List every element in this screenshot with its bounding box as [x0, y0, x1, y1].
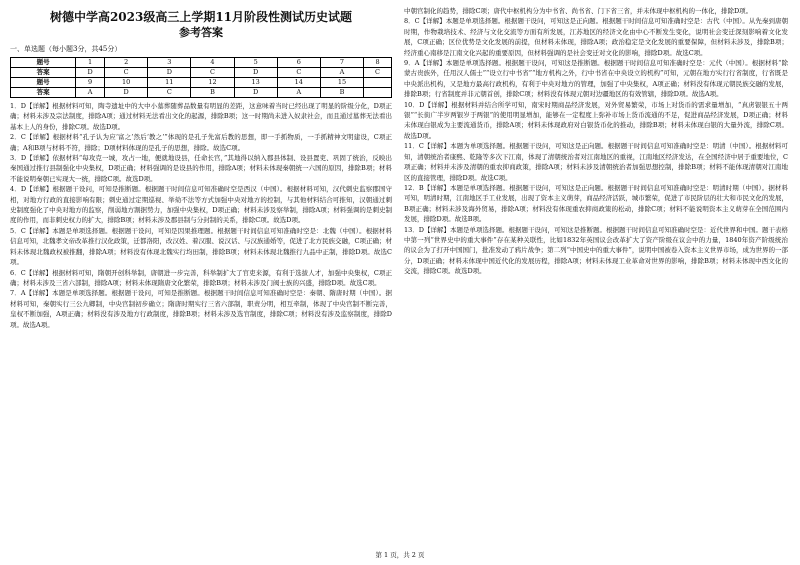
answer-explanation: 8．C【详解】本题是单项选择题。根据题干设问，可知这是正向题。根据题干时间信息可知准确时空是：古代（中国）。从先秦到唐朝时期，作物栽培技术、经济与文化交流等方面有所发展，江苏地区的经济文化由中心不断发生变化，说明社会变迁深刻影响着文化发展，C项正确；区位优势是文化发展的前提，但材料未体现，排除A项；政治稳定是文化发展的重要保障，但材料未涉及，排除B项；经济重心南移是江南文化兴起的重要原因，但材料强调的是社会变迁对文化的影响，排除D项。故选C项。 — [404, 17, 788, 57]
answer-cell: D — [234, 88, 277, 98]
answer-explanation: 中朝官制化的趋势，排除C项；唐代中枢机构分为中书省、尚书省、门下省三省，并未体现中枢机构的一体化，排除D项。 — [404, 7, 753, 15]
question-number: 4 — [191, 58, 234, 68]
answer-explanation: 4．D【详解】根据题干设问，可知是推断题。根据题干时间信息可知准确时空是西汉（中国）。根据材料可知，汉代刺史监察郡国守相，对地方行政的直接影响有限；刺史通过定期巡视、举劾不法等方式加强中央对地方的控制，与其他材料结合可推知，汉朝通过刺史制度强化了中央对地方的监察，削弱地方割据势力，加强中央集权，D项正确；材料未涉及察举制，排除A项；材料强调的是刺史制度的作用，而非刺史权力的扩大，排除B项；材料未涉及郡县制与分封制的关系，排除C项。故选D项。 — [10, 185, 392, 225]
answer-explanation: 12．B【详解】本题是单项选择题。根据题干设问，可知这是正向题。根据题干时间信息可知准确时空是：明清时期（中国）。据材料可知，明清时期，江南地区手工业发展，出现了资本主义萌芽，商品经济活跃，城市繁荣，促进了市民阶层的壮大和市民文化的发展，B项正确；材料未涉及海外贸易，排除A项；材料没有体现重农抑商政策的松动，排除C项；材料不能说明资本主义萌芽在全国范围内发展，排除D项。故选B项。 — [404, 183, 788, 224]
question-number: 5 — [234, 58, 277, 68]
answer-explanation: 2．C【详解】根据材料“孔子认为应‘富之’然后‘教之’”体现的是孔子先富后教的思想，即一手抓物质，一手抓精神文明建设，C项正确；A和B项与材料不符，排除；D项材料体现的是孔子的思想，排除。故选C项。 — [10, 133, 392, 152]
answer-cell: B — [320, 88, 363, 98]
question-number: 3 — [148, 58, 191, 68]
answer-table — [10, 57, 392, 98]
answer-cell: C — [191, 68, 234, 78]
question-number-row — [11, 58, 392, 68]
section-heading: 一、单选题（每小题3分，共45分） — [10, 45, 122, 53]
question-number: 13 — [234, 78, 277, 88]
answer-cell: C — [148, 88, 191, 98]
question-number: 6 — [277, 58, 320, 68]
question-number: 10 — [105, 78, 148, 88]
question-number: 9 — [76, 78, 105, 88]
question-number: 12 — [191, 78, 234, 88]
answer-explanation: 1．D【详解】根据材料可知，陶寺遗址中的大中小墓葬随葬品数量有明显的差距，这意味着当时已经出现了明显的阶级分化，D项正确；材料未涉及宗法制度，排除A项；通过材料无法看出文化的起源，排除B项；这一时期尚未进入奴隶社会，而且通过墓葬无法看出基本上人的身份，排除C项。故选D项。 — [10, 102, 392, 131]
answer-cell: A — [76, 88, 105, 98]
answer-explanation: 7．A【详解】本题是单项选择题。根据题干设问，可知是推断题。根据题干时间信息可知准确时空是：秦朝、隋唐时期（中国）。据材料可知，秦朝实行三公九卿制，中央官制初步确立；隋唐时期实行三省六部制，职责分明，相互牵制，体现了中央官制不断完善，皇权不断加强，A项正确；材料没有涉及地方行政制度，排除B项；材料未涉及选官制度，排除C项；材料没有涉及监察制度，排除D项。故选A项。 — [10, 289, 392, 329]
answer-cell: C — [277, 68, 320, 78]
answer-explanation: 10．D【详解】根据材料并结合所学可知，南宋时期商品经济发展，对外贸易繁荣，市场上对货币的需求量增加，“真虏银银五十两银”“长街广半岁两银岁于两银”的使用明显增加，能够在一定程度上弥补市场上货币流通的不足，促进商品经济发展，D项正确；材料未体现白银成为主要流通货币，排除A项；材料未体现政府对白银货币化的推动，排除B项；材料未体现白银的大量外流，排除C项。故选D项。 — [404, 100, 788, 140]
document-title: 树德中学高2023级高三上学期11月阶段性测试历史试题 — [49, 10, 353, 24]
question-number: 14 — [277, 78, 320, 88]
answer-cell: D — [234, 68, 277, 78]
question-number: 7 — [320, 58, 363, 68]
answer-row — [11, 68, 392, 78]
answer-cell: D — [76, 68, 105, 78]
answer-cell: A — [277, 88, 320, 98]
question-number: 2 — [105, 58, 148, 68]
row-label: 答案 — [11, 68, 76, 78]
answer-explanation: 3．D【详解】依据材料“每攻克一城，攻占一地，便就地设县，任命长官，”其地得以纳入郡县体制、设县置吏、巩固了统治，反映出秦国通过推行县制强化中央集权，D项正确；材料强调的是设县的作用，排除A项；材料未体现秦朝统一六国的原因，排除B项；材料不能说明秦朝已实现大一统，排除C项。故选D项。 — [10, 154, 392, 183]
question-number: 1 — [76, 58, 105, 68]
answer-cell: B — [191, 88, 234, 98]
answer-cell: D — [148, 68, 191, 78]
answer-explanation: 6．C【详解】根据材料可知，隋朝开创科举制，唐朝进一步完善，科举制扩大了官吏来源，有利于选拔人才，加强中央集权，C项正确；材料未涉及三省六部制，排除A项；材料未体现隋唐文化繁荣，排除B项；材料未涉及门阀士族的兴盛，排除D项。故选C项。 — [10, 268, 392, 287]
page-footer: 第 1 页，共 2 页 — [375, 551, 425, 559]
document-subtitle: 参考答案 — [179, 26, 223, 39]
answer-cell: C — [364, 68, 392, 78]
answer-cell — [364, 88, 392, 98]
answer-cell: C — [105, 68, 148, 78]
left-column — [10, 6, 392, 330]
question-number-row — [11, 78, 392, 88]
row-label: 答案 — [11, 88, 76, 98]
answer-row — [11, 88, 392, 98]
answer-explanation: 11．C【详解】本题为单项选择题。根据题干设问，可知这是正向题。根据题干时间信息可知准确时空是：明清（中国）。根据材料可知，清朝统治者康熙、乾隆等多次下江南，体现了清朝统治者对江南地区的重视，江南地区经济发达，在全国经济中居于重要地位，C项正确；材料并未涉及清朝的重农抑商政策，排除A项；材料未涉及清朝统治者加强思想控制，排除B项；材料不能体现清朝对江南地区的直接管理，排除D项。故选C项。 — [404, 142, 788, 182]
answer-explanation: 9．A【详解】本题是单项选择题。根据题干设问，可知这是推断题。根据题干时间信息可知准确时空是：元代（中国）。根据材料“除蒙古贵族外，任用汉人儒士”“设立行中书省”“地方机构之外，行中书省在中央设立的机构”可知，元朝在地方实行行省制度，行省既是中央派出机构，又是地方最高行政机构，有利于中央对地方的管理，加强了中央集权，A项正确；材料没有体现元朝民族交融的发展，排除B项；行省制度并非元朝首创，排除C项；材料没有体现元朝对边疆地区的有效管辖，排除D项。故选A项。 — [404, 59, 788, 99]
answer-explanation: 5．C【详解】本题是单项选择题。根据题干设问，可知是因果推理题。根据题干时间信息可知准确时空是：北魏（中国）。根据材料信息可知，北魏孝文帝改革推行汉化政策，迁都洛阳，改汉姓、着汉服、说汉话、与汉族通婚等，促进了北方民族交融，C项正确；材料未体现北魏政权被推翻，排除A项；材料没有体现北魏实行均田制，排除B项；材料未体现北魏推行九品中正制，排除D项。故选C项。 — [10, 226, 392, 267]
right-column — [404, 6, 788, 277]
question-number — [364, 78, 392, 88]
answer-cell: D — [105, 88, 148, 98]
answer-cell: A — [320, 68, 363, 78]
question-number: 15 — [320, 78, 363, 88]
question-number: 8 — [364, 58, 392, 68]
answer-explanation: 13．D【详解】本题是单项选择题。根据题干设问，可知这是推断题。根据题干时间信息可知准确时空是：近代世界和中国。题干表格中第一列“世界史中的重大事件”存在某种关联性，比如1832年英国议会改革扩大了资产阶级在议会中的力量，1840年资产阶级统治的议会为了打开中国国门，批准发动了鸦片战争；第二列“中国史中的重大事件”，说明中国被卷入资本主义世界市场，成为世界的一部分，D项正确；材料未体现中国近代化的发展历程，排除A项；材料未体现工业革命对世界的影响，排除B项；材料未体现中西文化的交流，排除C项。故选D项。 — [404, 225, 788, 276]
question-number: 11 — [148, 78, 191, 88]
row-label: 题号 — [11, 58, 76, 68]
row-label: 题号 — [11, 78, 76, 88]
